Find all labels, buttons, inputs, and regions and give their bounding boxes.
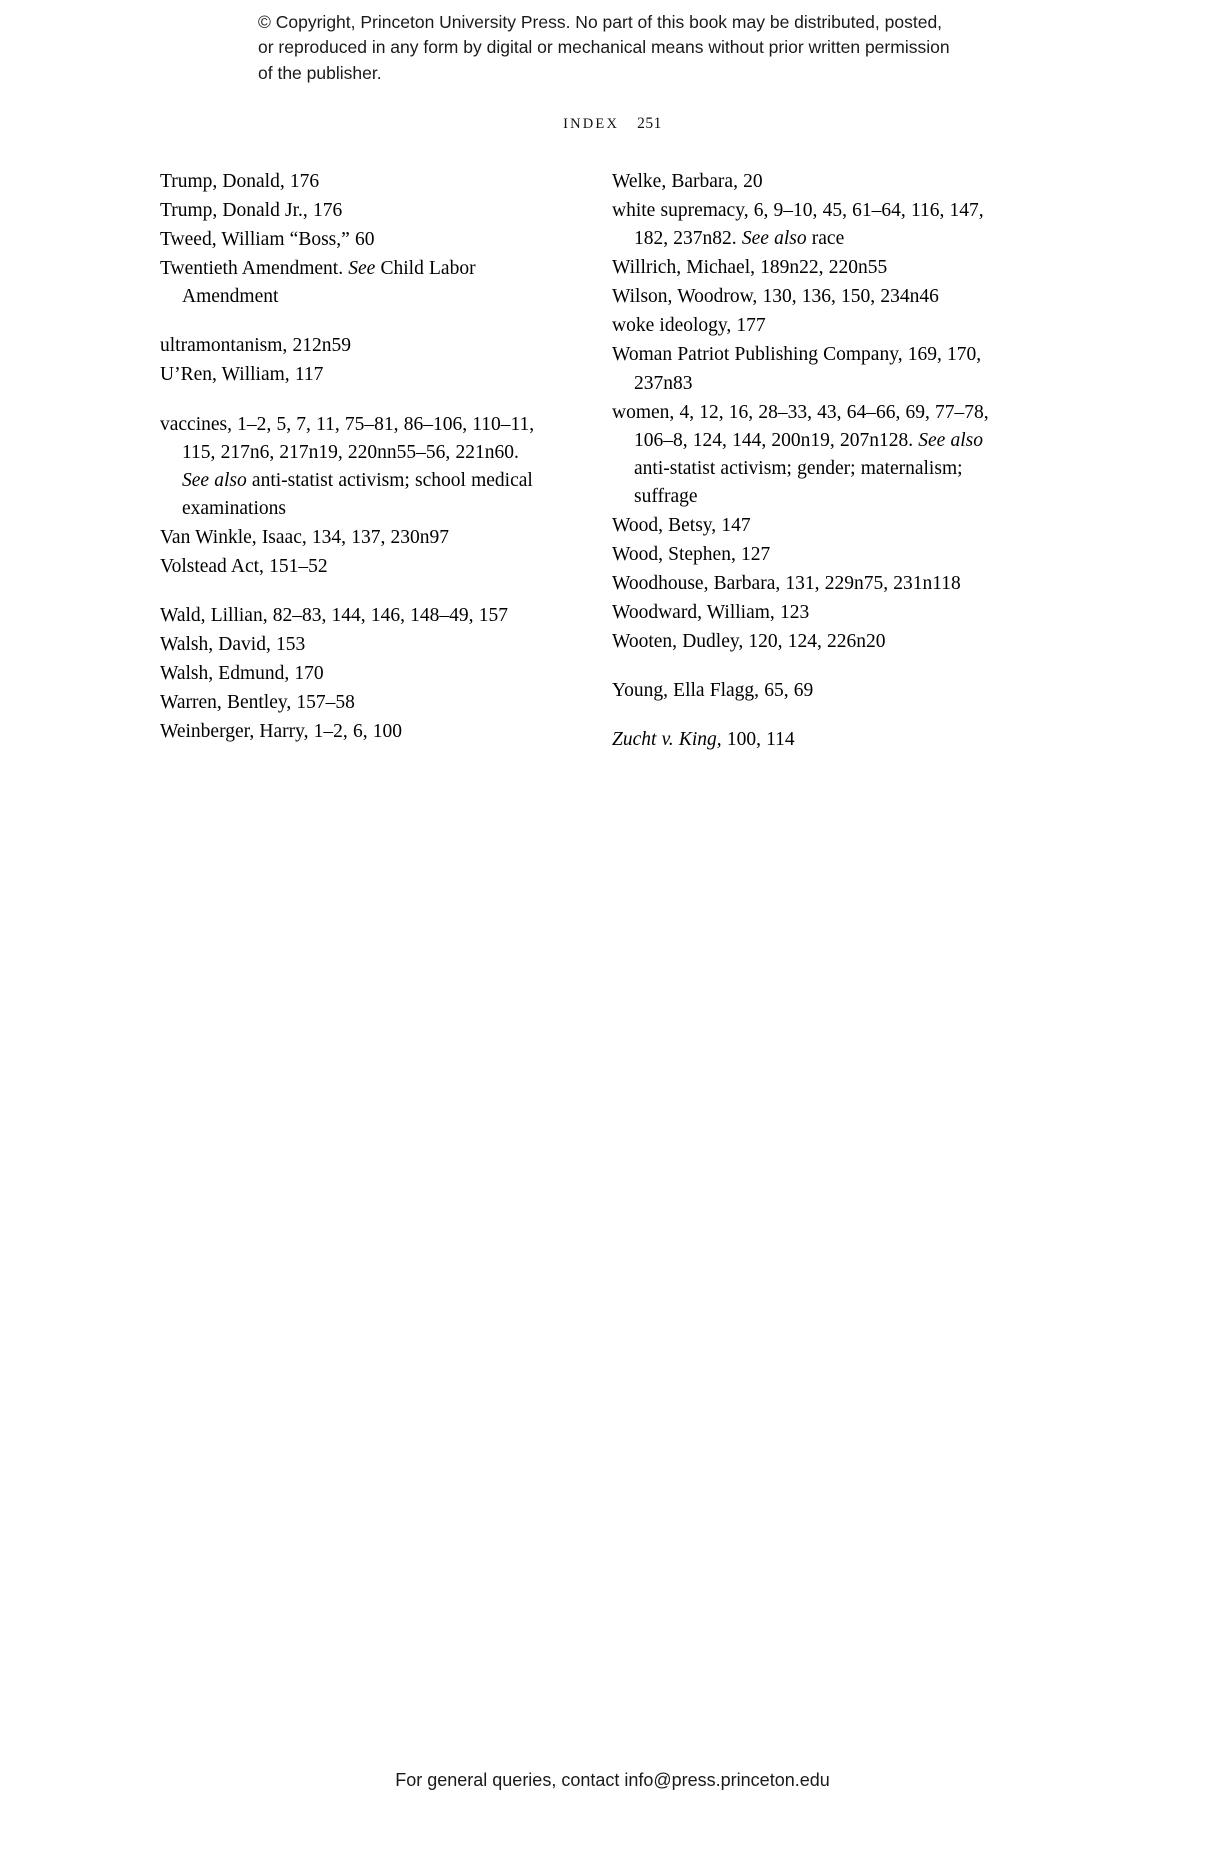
index-column-right [612, 168, 1002, 755]
index-entry: Zucht v. King, 100, 114 [612, 729, 795, 751]
index-entry: ultramontanism, 212n59 [160, 335, 351, 357]
index-entry: Walsh, Edmund, 170 [160, 663, 324, 685]
index-entry: Wilson, Woodrow, 130, 136, 150, 234n46 [612, 286, 939, 308]
page-folio: 251 [637, 115, 662, 132]
index-entry: Wooten, Dudley, 120, 124, 226n20 [612, 631, 886, 653]
index-entry: Trump, Donald, 176 [160, 171, 320, 192]
index-entry: Van Winkle, Isaac, 134, 137, 230n97 [160, 526, 450, 548]
index-entry: Tweed, William “Boss,” 60 [160, 229, 375, 251]
index-entry: women, 4, 12, 16, 28–33, 43, 64–66, 69, 77–78, 106–8, 124, 144, 200n19, 207n128. See also anti-statist activism; gender; maternalism; suffrage [612, 401, 989, 507]
index-body [160, 168, 1060, 755]
index-entry: Walsh, David, 153 [160, 634, 306, 656]
index-entry: Woman Patriot Publishing Company, 169, 170, 237n83 [612, 344, 982, 394]
index-entry: Willrich, Michael, 189n22, 220n55 [612, 257, 888, 279]
index-entry: Volstead Act, 151–52 [160, 555, 328, 577]
running-head-label: INDEX [563, 116, 620, 132]
index-entry: Warren, Bentley, 157–58 [160, 692, 355, 714]
index-entry: Wood, Stephen, 127 [612, 544, 771, 566]
index-entry: white supremacy, 6, 9–10, 45, 61–64, 116, 147, 182, 237n82. See also race [612, 200, 984, 250]
index-entry: Welke, Barbara, 20 [612, 171, 763, 192]
copyright-notice: © Copyright, Princeton University Press. No part of this book may be distributed, posted, or reproduced in any form by digital or mechanical means without prior written permission of the publisher. [258, 12, 950, 83]
index-column-left [160, 168, 550, 755]
index-entry: U’Ren, William, 117 [160, 364, 324, 386]
index-entry: Woodhouse, Barbara, 131, 229n75, 231n118 [612, 573, 961, 595]
index-entry: woke ideology, 177 [612, 315, 766, 337]
footer-note: For general queries, contact info@press.princeton.edu [395, 1770, 830, 1790]
index-entry: Twentieth Amendment. See Child Labor Amendment [160, 258, 476, 308]
index-entry: Wood, Betsy, 147 [612, 514, 751, 536]
index-entry: Weinberger, Harry, 1–2, 6, 100 [160, 721, 402, 743]
running-head [0, 115, 1225, 133]
index-entry: Woodward, William, 123 [612, 602, 810, 624]
index-entry: vaccines, 1–2, 5, 7, 11, 75–81, 86–106, 110–11, 115, 217n6, 217n19, 220nn55–56, 221n60. See also anti-statist activism; school medical examinations [160, 413, 535, 519]
index-entry: Trump, Donald Jr., 176 [160, 200, 343, 222]
index-entry: Wald, Lillian, 82–83, 144, 146, 148–49, 157 [160, 605, 508, 627]
index-entry: Young, Ella Flagg, 65, 69 [612, 680, 814, 702]
